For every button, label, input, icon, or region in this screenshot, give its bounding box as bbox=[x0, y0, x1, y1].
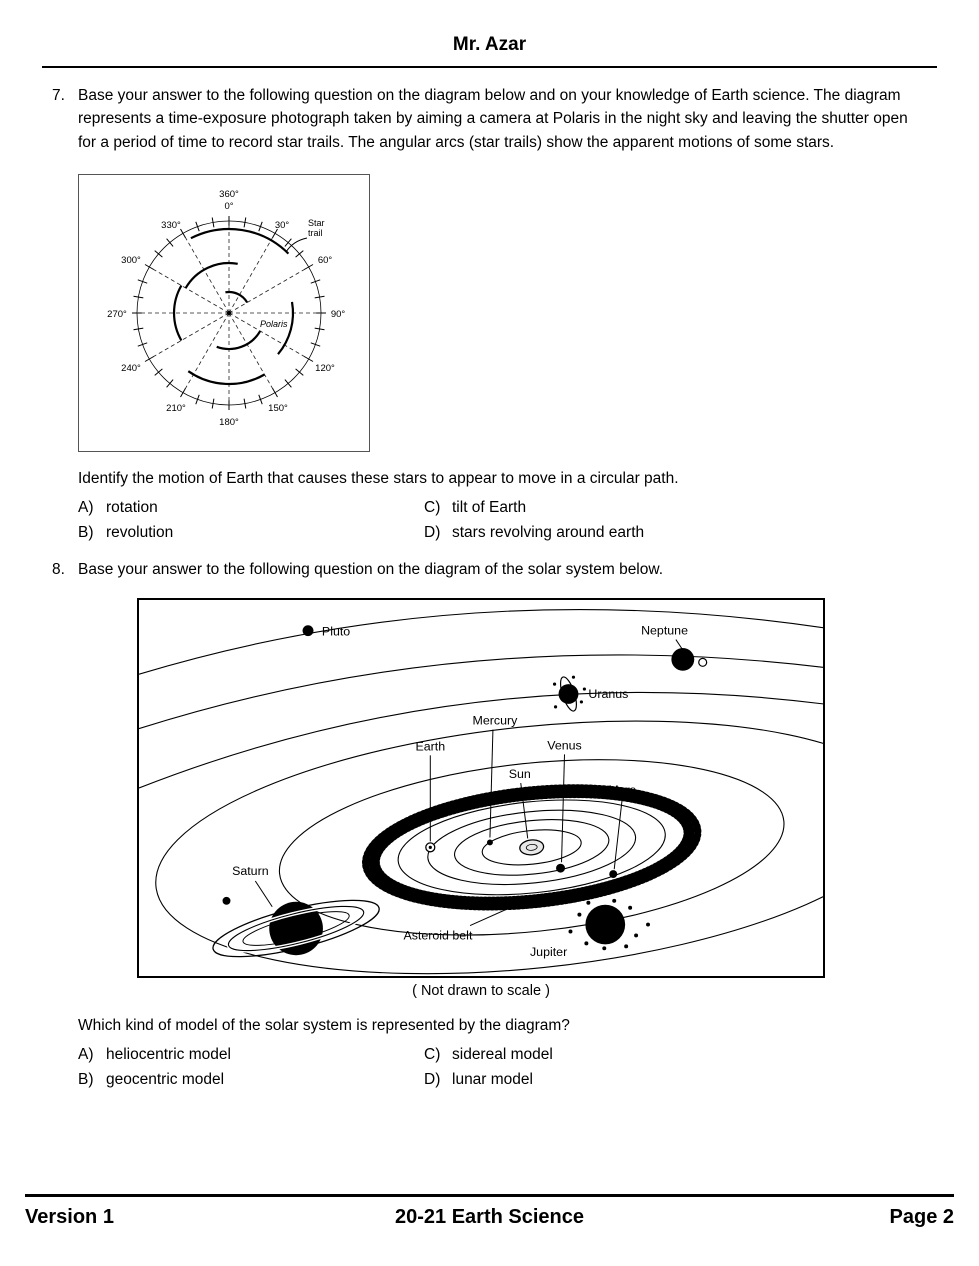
svg-text:60°: 60° bbox=[317, 254, 333, 266]
solar-system-diagram bbox=[137, 598, 825, 978]
q7-choice-a bbox=[78, 499, 424, 524]
q8-choice-d bbox=[424, 1071, 979, 1096]
svg-text:210°: 210° bbox=[166, 402, 186, 414]
svg-text:150°: 150° bbox=[268, 402, 288, 414]
svg-text:360°: 360° bbox=[219, 188, 239, 200]
question-8-prompt: Base your answer to the following question on the diagram of the solar system below. bbox=[78, 560, 664, 578]
choice-letter: D) bbox=[424, 523, 441, 541]
outer-orbit-curves bbox=[139, 610, 823, 788]
footer-page: Page 2 bbox=[889, 1206, 954, 1228]
star-trail-arcs bbox=[174, 229, 293, 384]
uranus-planet bbox=[553, 675, 628, 713]
svg-text:330°: 330° bbox=[161, 219, 181, 231]
neptune-moon bbox=[699, 658, 707, 666]
choice-text: rotation bbox=[106, 498, 158, 516]
saturn-planet bbox=[208, 864, 384, 968]
question-8 bbox=[52, 558, 939, 581]
svg-text:trail: trail bbox=[308, 227, 323, 238]
star-trail-svg bbox=[79, 175, 369, 451]
sun-body bbox=[519, 839, 544, 856]
q8-choice-a bbox=[78, 1046, 424, 1071]
question-8-choices bbox=[78, 1046, 979, 1096]
question-8-text: Which kind of model of the solar system is represented by the diagram? bbox=[78, 1017, 570, 1034]
svg-text:Jupiter: Jupiter bbox=[529, 945, 568, 960]
svg-text:Pluto: Pluto bbox=[321, 624, 351, 639]
jupiter-planet bbox=[530, 899, 650, 959]
choice-text: sidereal model bbox=[452, 1046, 553, 1063]
choice-letter: A) bbox=[78, 498, 94, 516]
svg-text:300°: 300° bbox=[121, 254, 141, 266]
choice-text: geocentric model bbox=[106, 1071, 225, 1088]
svg-text:120°: 120° bbox=[315, 362, 335, 374]
choice-text: stars revolving around earth bbox=[452, 523, 645, 541]
page-footer bbox=[25, 1194, 954, 1229]
q7-choice-c bbox=[424, 499, 979, 524]
pluto-planet bbox=[303, 625, 351, 639]
solar-system-svg bbox=[139, 600, 823, 976]
choice-text: revolution bbox=[106, 523, 174, 541]
header-divider bbox=[42, 66, 937, 68]
choice-text: heliocentric model bbox=[106, 1046, 231, 1063]
star-trail-diagram bbox=[78, 174, 370, 452]
svg-text:Asteroid belt: Asteroid belt bbox=[403, 928, 473, 943]
svg-text:270°: 270° bbox=[107, 308, 127, 320]
star-trail-arrow bbox=[286, 238, 307, 252]
choice-text: lunar model bbox=[452, 1071, 533, 1088]
svg-text:Venus: Venus bbox=[547, 738, 582, 753]
q7-choice-b bbox=[78, 524, 424, 549]
page-title: Mr. Azar bbox=[452, 34, 527, 55]
choice-letter: C) bbox=[424, 1046, 441, 1063]
svg-text:Sun: Sun bbox=[508, 767, 531, 782]
question-7-choices bbox=[78, 499, 979, 549]
venus-planet bbox=[547, 738, 581, 872]
choice-letter: C) bbox=[424, 498, 441, 516]
svg-text:90°: 90° bbox=[330, 308, 346, 320]
svg-text:240°: 240° bbox=[121, 362, 141, 374]
svg-text:30°: 30° bbox=[274, 219, 290, 231]
svg-text:Star: Star bbox=[308, 217, 325, 228]
choice-letter: D) bbox=[424, 1071, 441, 1088]
svg-text:Neptune: Neptune bbox=[641, 623, 688, 638]
svg-text:Earth: Earth bbox=[415, 739, 446, 754]
svg-text:180°: 180° bbox=[219, 416, 239, 428]
polaris-dot bbox=[227, 310, 232, 315]
question-7-text: Identify the motion of Earth that causes these stars to appear to move in a circular path. bbox=[78, 469, 679, 487]
question-7-prompt: Base your answer to the following question on the diagram below and on your knowledge of Earth science. The diagram represents a time-exposure photograph taken by aiming a camera at Polaris in the night sky and leaving the shutter open for a period of time to record star trails. The angular arcs (star trails) show the apparent motions of some stars. bbox=[78, 87, 908, 151]
choice-letter: A) bbox=[78, 1046, 94, 1063]
svg-text:Saturn: Saturn bbox=[232, 864, 269, 879]
q7-choice-d bbox=[424, 524, 979, 549]
svg-text:Mercury: Mercury bbox=[472, 713, 518, 728]
q8-choice-c bbox=[424, 1046, 979, 1071]
diagram-caption: ( Not drawn to scale ) bbox=[412, 983, 550, 999]
svg-text:0°: 0° bbox=[224, 200, 234, 212]
svg-text:Uranus: Uranus bbox=[588, 686, 629, 701]
footer-version: Version 1 bbox=[25, 1206, 114, 1228]
neptune-planet bbox=[641, 624, 707, 671]
svg-text:Mars: Mars bbox=[608, 782, 636, 797]
question-8-number: 8. bbox=[52, 560, 65, 578]
q8-choice-b bbox=[78, 1071, 424, 1096]
polaris-label: Polaris bbox=[260, 318, 288, 329]
choice-letter: B) bbox=[78, 523, 94, 541]
footer-course: 20-21 Earth Science bbox=[395, 1206, 584, 1228]
earth-planet bbox=[415, 739, 445, 851]
star-trail-callout bbox=[286, 218, 325, 252]
question-7-number: 7. bbox=[52, 87, 65, 104]
question-7 bbox=[52, 84, 939, 154]
inner-orbits bbox=[143, 688, 823, 976]
saturn-moon bbox=[223, 897, 231, 905]
choice-text: tilt of Earth bbox=[452, 498, 527, 516]
choice-letter: B) bbox=[78, 1071, 94, 1088]
